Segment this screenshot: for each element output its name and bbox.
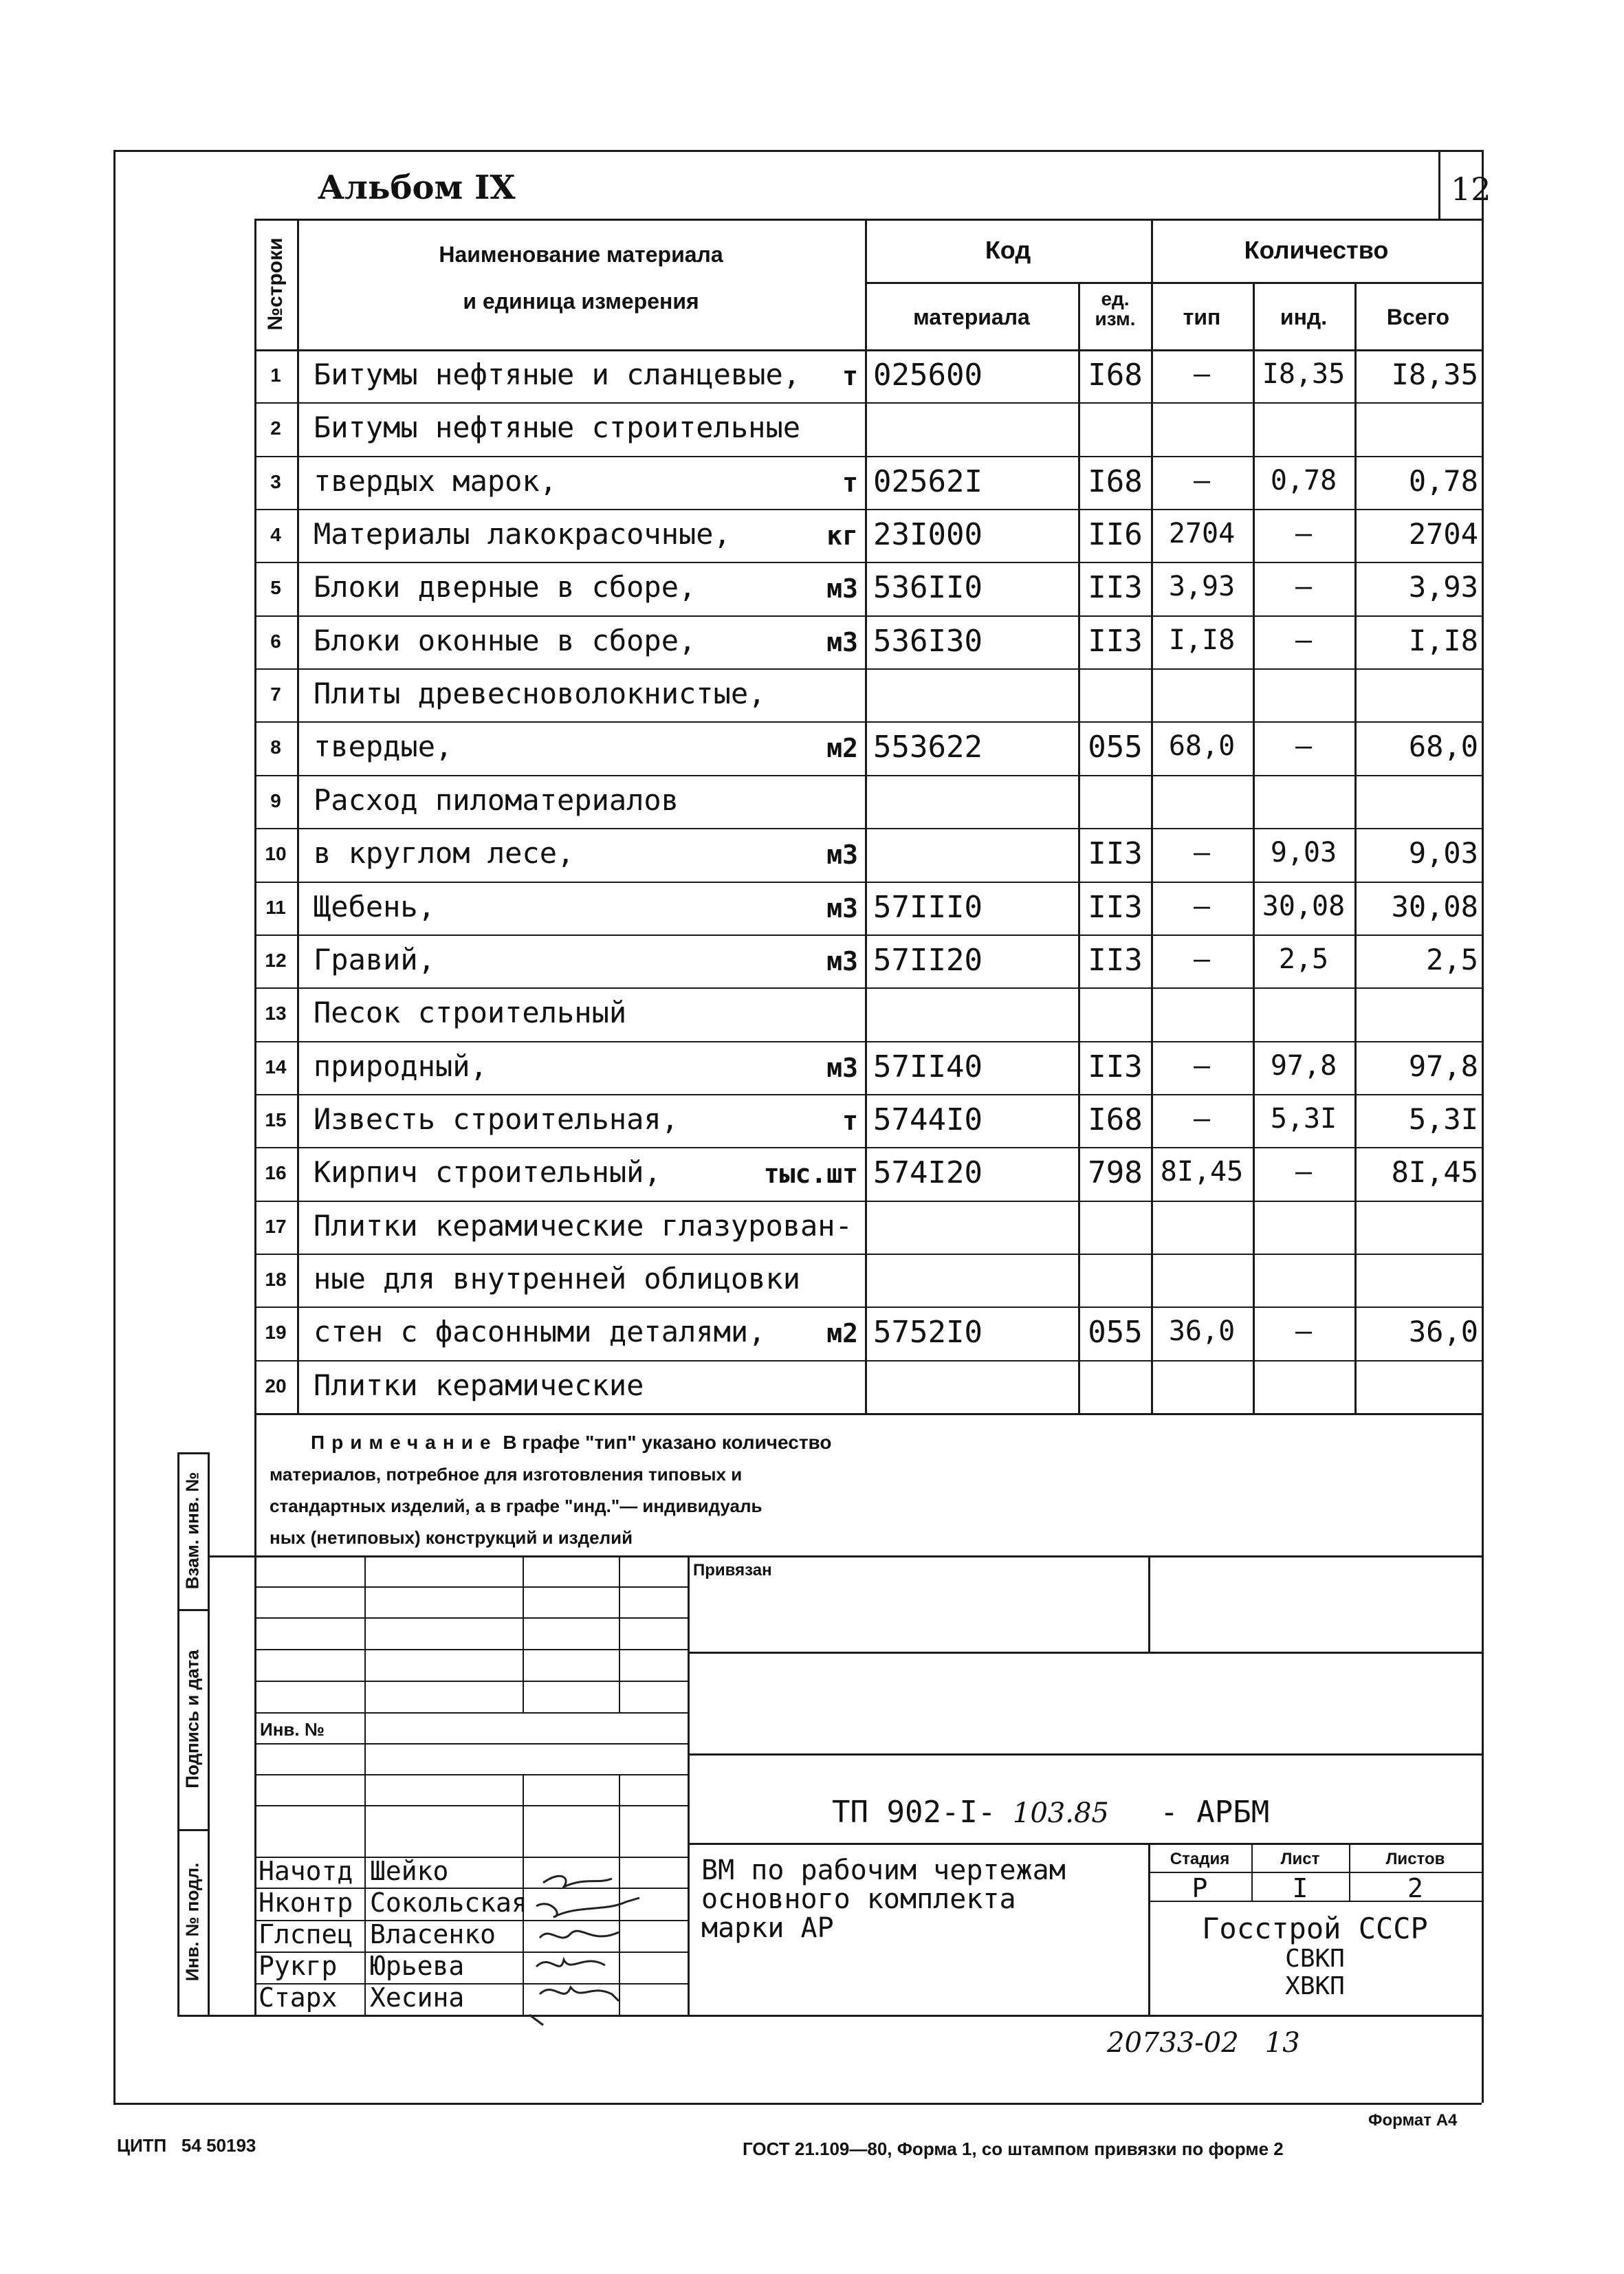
material-name: Плитки керамические [314, 1368, 644, 1402]
material-unit: тыс.шт [763, 1159, 858, 1190]
qty-type-value: 3,93 [1168, 571, 1236, 603]
row-number: 16 [265, 1162, 287, 1184]
side-label-podpis: Подпись и дата [182, 1650, 203, 1789]
row-number: 13 [265, 1003, 287, 1025]
signer-name: Власенко [370, 1919, 496, 1949]
qty-total-value: 8I,45 [1391, 1155, 1478, 1190]
qty-ind-value: — [1295, 624, 1313, 656]
qty-total-value: 0,78 [1408, 463, 1478, 498]
note-line-2: материалов, потребное для изготовления типовых и [270, 1464, 743, 1485]
qty-ind-header: инд. [1280, 305, 1328, 329]
qty-ind-value: 5,3I [1270, 1102, 1337, 1135]
material-unit: м3 [826, 945, 858, 976]
note-title: Примечание [311, 1432, 498, 1453]
qty-ind-value: — [1295, 730, 1313, 763]
row-number: 18 [265, 1268, 287, 1290]
sheets-total-label: Листов [1385, 1850, 1445, 1868]
material-code: 553622 [873, 730, 983, 765]
inv-no-label: Инв. № [260, 1719, 325, 1740]
material-name: природный, [314, 1049, 487, 1083]
note-line-3: стандартных изделий, а в графе "инд."— индивидуаль [270, 1496, 762, 1516]
material-unit: кг [826, 521, 858, 551]
qty-ind-value: 97,8 [1270, 1049, 1337, 1082]
material-name: Материалы лакокрасочные, [314, 517, 731, 551]
qty-type-value: — [1193, 1049, 1211, 1082]
qty-ind-value: — [1295, 518, 1313, 550]
row-number: 11 [265, 896, 286, 918]
material-unit: м3 [826, 1052, 858, 1083]
material-name: стен с фасонными деталями, [314, 1315, 766, 1349]
signer-role: Нконтр [259, 1888, 353, 1918]
material-name: Битумы нефтяные строительные [314, 411, 801, 445]
material-unit: м3 [826, 840, 858, 871]
row-number: 15 [265, 1108, 287, 1130]
qty-total-value: I8,35 [1391, 358, 1478, 391]
side-label-inv: Инв. № подл. [182, 1862, 203, 1982]
signer-name: Юрьева [370, 1951, 465, 1981]
material-name: ные для внутренней облицовки [314, 1261, 801, 1295]
signatures-scribbles [523, 1857, 688, 2029]
material-name: твердых марок, [314, 463, 558, 498]
organization-line-1: Госстрой СССР [1202, 1912, 1428, 1945]
material-code: 23I000 [873, 517, 983, 553]
privyazan-label: Привязан [693, 1561, 772, 1579]
material-code: 536I30 [873, 623, 983, 659]
unit-code: I68 [1088, 463, 1143, 499]
qty-ind-value: 30,08 [1262, 890, 1346, 922]
row-number: 5 [270, 577, 281, 599]
qty-total-value: 97,8 [1408, 1049, 1478, 1083]
row-number: 17 [265, 1215, 287, 1237]
qty-total-value: 68,0 [1408, 730, 1478, 764]
material-code: 57II40 [873, 1049, 983, 1084]
row-number-header: №строки [264, 237, 287, 331]
unit-code: II3 [1088, 570, 1143, 606]
album-title: Альбом IX [318, 168, 516, 207]
unit-code: 055 [1088, 730, 1143, 765]
qty-type-value: 68,0 [1168, 730, 1236, 763]
material-code: 57III0 [873, 889, 983, 925]
doc-code-prefix: ТП 902-I- [832, 1795, 996, 1830]
signer-name: Шейко [370, 1856, 449, 1886]
material-name: Блоки оконные в сборе, [314, 623, 696, 657]
format-label: Формат А4 [1368, 2111, 1458, 2130]
row-number: 2 [270, 417, 281, 439]
qty-ind-value: I8,35 [1262, 358, 1346, 390]
doc-title-line-2: основного комплекта [701, 1883, 1016, 1915]
code-unit-header: ед. изм. [1095, 288, 1136, 330]
row-number: 4 [270, 524, 281, 546]
doc-code-number: 103.85 [1012, 1797, 1109, 1829]
material-name: в круглом лесе, [314, 836, 575, 871]
material-unit: м3 [826, 573, 858, 604]
material-unit: т [842, 467, 858, 498]
material-name-header: Наименование материала [439, 242, 723, 267]
qty-type-header: тип [1183, 305, 1221, 329]
code-material-header: материала [913, 305, 1030, 329]
material-name: Кирпич строительный, [314, 1155, 661, 1190]
qty-total-header: Всего [1386, 305, 1450, 329]
material-name-subheader: и единица измерения [463, 289, 699, 314]
qty-type-value: — [1193, 890, 1211, 922]
doc-title-line-1: ВМ по рабочим чертежам [701, 1855, 1066, 1886]
material-unit: м3 [826, 626, 858, 657]
unit-code: 055 [1088, 1315, 1143, 1351]
unit-code: 798 [1088, 1155, 1143, 1191]
row-number: 7 [270, 684, 281, 706]
material-unit: м2 [826, 733, 858, 764]
material-code: 5744I0 [873, 1102, 983, 1137]
organization-line-2: СВКП [1285, 1945, 1345, 1973]
material-name: Гравий, [314, 942, 436, 976]
qty-type-value: — [1193, 1102, 1211, 1135]
qty-ind-value: 9,03 [1270, 837, 1337, 869]
material-name: твердые, [314, 730, 453, 764]
qty-total-value: 2704 [1408, 517, 1478, 551]
unit-code: II3 [1088, 1049, 1143, 1084]
qty-type-value: — [1193, 358, 1211, 390]
material-name: Щебень, [314, 889, 436, 923]
handwritten-reference: 20733-02 13 [1107, 2027, 1300, 2059]
material-code: 5752I0 [873, 1315, 983, 1351]
material-code: 574I20 [873, 1155, 983, 1191]
qty-ind-value: — [1295, 1315, 1313, 1348]
qty-type-value: I,I8 [1168, 624, 1236, 656]
material-name: Песок строительный [314, 996, 627, 1030]
unit-code: II6 [1088, 517, 1143, 553]
row-number: 14 [265, 1056, 287, 1078]
quantity-header: Количество [1244, 236, 1389, 264]
material-name: Блоки дверные в сборе, [314, 570, 696, 604]
footer-left-code: ЦИТП 54 50193 [117, 2135, 256, 2156]
qty-type-value: — [1193, 464, 1211, 496]
material-name: Известь строительная, [314, 1102, 679, 1136]
row-number: 20 [265, 1375, 287, 1397]
row-number: 12 [265, 949, 287, 971]
qty-total-value: 2,5 [1426, 942, 1478, 976]
unit-code: II3 [1088, 889, 1143, 925]
unit-code: II3 [1088, 623, 1143, 659]
organization-line-3: ХВКП [1285, 1972, 1345, 2000]
material-unit: м3 [826, 893, 858, 923]
qty-total-value: 5,3I [1408, 1102, 1478, 1136]
signer-role: Рукгр [259, 1951, 338, 1981]
row-number: 1 [270, 364, 281, 386]
unit-code: I68 [1088, 358, 1143, 393]
code-header: Код [985, 236, 1031, 264]
page-number: 12 [1451, 171, 1491, 208]
signer-name: Сокольская [370, 1888, 527, 1918]
signer-role: Начотд [259, 1856, 353, 1886]
signer-name: Хесина [370, 1982, 465, 2013]
document-code [832, 1795, 1269, 1830]
sheets-total-value: 2 [1407, 1873, 1423, 1903]
sheet-value: I [1292, 1873, 1308, 1903]
stage-value: Р [1192, 1873, 1208, 1903]
row-number: 3 [270, 470, 281, 492]
qty-type-value: 36,0 [1168, 1315, 1236, 1348]
doc-code-suffix: - АРБМ [1160, 1795, 1270, 1830]
qty-type-value: — [1193, 943, 1211, 975]
material-name: Расход пиломатериалов [314, 783, 679, 817]
qty-type-value: 2704 [1168, 518, 1236, 550]
signer-role: Старх [259, 1982, 338, 2013]
qty-total-value: 9,03 [1408, 836, 1478, 871]
row-number: 9 [270, 789, 281, 811]
doc-title-line-3: марки АР [701, 1912, 834, 1944]
qty-total-value: I,I8 [1408, 623, 1478, 657]
qty-ind-value: — [1295, 1156, 1313, 1188]
sheet-label: Лист [1280, 1850, 1320, 1868]
qty-total-value: 3,93 [1408, 570, 1478, 604]
material-unit: т [842, 1105, 858, 1136]
qty-ind-value: 0,78 [1270, 464, 1337, 496]
material-name: Плитки керамические глазурован- [314, 1208, 853, 1243]
material-name: Плиты древесноволокнистые, [314, 677, 766, 711]
stage-label: Стадия [1170, 1850, 1230, 1868]
qty-type-value: 8I,45 [1160, 1156, 1244, 1188]
qty-ind-value: 2,5 [1278, 943, 1329, 975]
unit-code: II3 [1088, 836, 1143, 872]
note-line-1: В графе "тип" указано количество [503, 1432, 832, 1453]
qty-type-value: — [1193, 837, 1211, 869]
row-number: 6 [270, 630, 281, 652]
material-code: 02562I [873, 463, 983, 499]
material-name: Битумы нефтяные и сланцевые, [314, 358, 801, 391]
qty-total-value: 36,0 [1408, 1315, 1478, 1349]
unit-code: II3 [1088, 942, 1143, 978]
material-code: 025600 [873, 358, 983, 393]
material-code: 536II0 [873, 570, 983, 606]
note-line-4: ных (нетиповых) конструкций и изделий [270, 1527, 633, 1548]
row-number: 19 [265, 1322, 287, 1344]
row-number: 10 [265, 843, 287, 865]
signer-role: Глспец [259, 1919, 353, 1949]
footer-standard-reference: ГОСТ 21.109—80, Форма 1, со штампом привязки по форме 2 [743, 2139, 1284, 2159]
side-label-vzam: Взам. инв. № [182, 1472, 203, 1590]
material-unit: м2 [826, 1318, 858, 1349]
material-unit: т [842, 361, 858, 391]
unit-code: I68 [1088, 1102, 1143, 1137]
qty-total-value: 30,08 [1391, 889, 1478, 923]
note-block [270, 1427, 1466, 1553]
qty-ind-value: — [1295, 571, 1313, 603]
row-number: 8 [270, 736, 281, 758]
material-code: 57II20 [873, 942, 983, 978]
